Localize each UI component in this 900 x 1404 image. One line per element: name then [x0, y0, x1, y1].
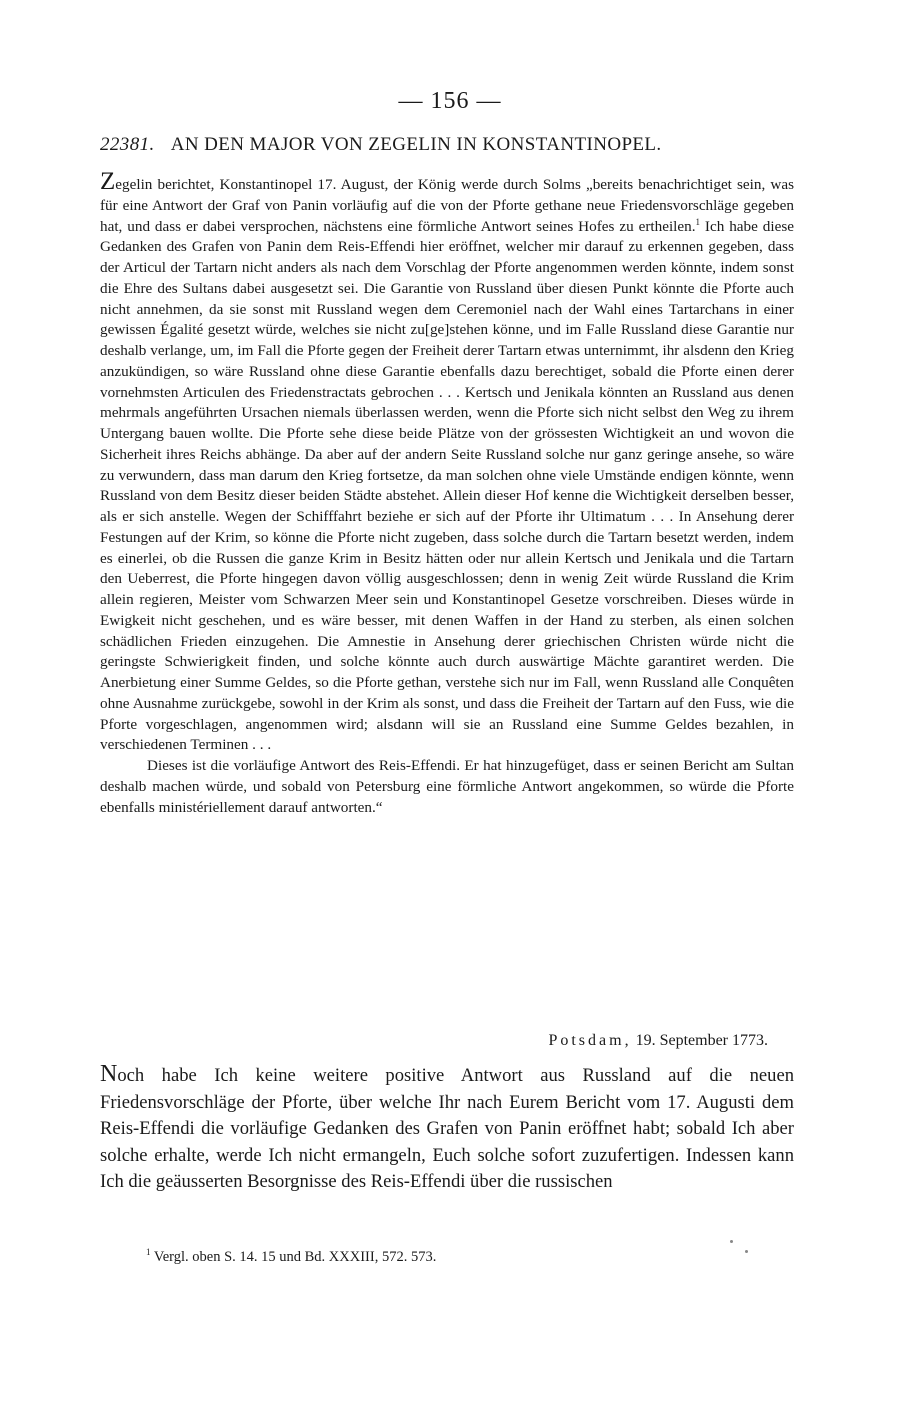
dateline-date: 19. September 1773. — [635, 1032, 768, 1049]
document-number: 22381. — [100, 134, 155, 155]
footnote-text: Vergl. oben S. 14. 15 und Bd. XXXIII, 572. 573. — [150, 1249, 437, 1265]
report-text-1: egelin berichtet, Konstantinopel 17. August, der König werde durch Solms „bereits benachrichtiget sein, was für eine Antwort der Graf von Panin vorläufig auf die von der Pforte gethane neue Friedensvorschläge gegeben hat, und dass er dabei versprochen, nächstens eine förmliche Antwort seines Hofes zu ertheilen. — [100, 176, 794, 235]
footnote-marker: 1 — [146, 1247, 151, 1258]
document-heading — [100, 134, 800, 156]
report-summary — [100, 168, 794, 818]
paper-speck — [745, 1250, 748, 1253]
report-text-1b: Ich habe diese Gedanken des Grafen von Panin dem Reis-Effendi hier eröffnet, welcher mir darauf zu erkennen gegeben, dass der Articul der Tartarn nicht anders als nach dem Vorschlag der Pforte angenommen werden könnte, indem sonst die Ehre des Sultans dabei ausgesetzt sei. Die Garantie von Russland über diesen Punkt könnte die Pforte auch nicht annehmen, da sie sonst mit Russland wegen dem Ceremoniel nach der Wahl eines Tartarchans in einer gewissen Égalité gesetzt würde, welches sie nicht zu[ge]stehen könne, und im Falle Russland diese Garantie nur deshalb verlange, um, im Fall die Pforte gegen der Freiheit derer Tartarn etwas unternimmt, ihr alsdenn den Krieg anzukündigen, so wäre Russland ohne diese Garantie ebenfalls dazu berechtiget, sobald die Pforte einen derer vornehmsten Articulen des Friedenstractats gebrochen . . . Kertsch und Jenikala könnten an Russland aus denen mehrmals angeführten Ursachen niemals überlassen werden, wenn die Pforte sich nicht selbst den Weg zu ihrem Untergang bauen wollte. Die Pforte sehe diese beide Plätze von der grössesten Wichtigkeit an und wovon die Sicherheit ihres Reichs abhänge. Da aber auf der andern Seite Russland solche nur ganz geringe ansehe, so wäre zu verwundern, dass man darum den Krieg fortsetze, da man solchen ohne viele Umstände endigen könnte, wenn Russland von dem Besitz dieser beiden Städte abstehet. Allein dieser Hof kenne die Wichtigkeit derselben besser, als er sich anstelle. Wegen der Schifffahrt beziehe er sich auf der Pforte ihr Ultimatum . . . In Ansehung derer Festungen auf der Krim, so könne die Pforte nicht zugeben, dass solche durch die Tartarn besetzt werden, indem es einerlei, ob die Russen die ganze Krim in Besitz hätten oder nur allein Kertsch und Jenikala und die Tartarn den Ueberrest, die Pforte hingegen davon völlig ausgeschlossen; denn in wenig Zeit würde Russland die Krim allein regieren, Meister vom Schwarzen Meer sein und Konstantinopel Gesetze vorschreiben. Dieses würde in Ewigkeit nicht geschehen, und es wäre besser, mit denen Waffen in der Hand zu sterben, als einen solchen schädlichen Frieden einzugehen. Die Amnestie in Ansehung derer griechischen Christen würde nicht die geringste Schwierigkeit finden, und solche könnte auch durch auswärtige Mächte garantiret werden. Die Anerbietung einer Summe Geldes, so die Pforte gethan, verstehe sich nur im Fall, wenn Russland alle Conquêten ohne Ausnahme zurückgebe, sowohl in der Krim als sonst, und dass die Freiheit der Tartarn auf den Fuss, wie die Pforte vorgeschlagen, angenommen wird; alsdann will sie an Russland eine Summe Geldes bezahlen, in verschiedenen Terminen . . . — [100, 217, 794, 754]
footnote — [146, 1247, 746, 1267]
letter-text: och habe Ich keine weitere positive Antwort aus Russland auf die neuen Friedensvorschläge der Pforte, über welche Ihr nach Eurem Bericht vom 17. Augusti dem Reis-Effendi die vorläufige Gedanken des Grafen von Panin eröffnet habt; sobald Ich aber solche erhalte, werde Ich nicht ermangeln, Euch solche sofort zuzufertigen. Indessen kann Ich die geäusserten Besorgnisse des Reis-Effendi über die russischen — [100, 1065, 794, 1192]
footnote-reference: 1 — [695, 216, 701, 227]
report-dropcap: Z — [100, 168, 116, 195]
page-number: — 156 — — [398, 88, 502, 114]
dateline-place: Potsdam, — [548, 1032, 632, 1049]
dateline — [100, 1030, 768, 1052]
letter-dropcap: N — [100, 1061, 118, 1087]
paper-speck — [730, 1240, 733, 1243]
report-paragraph-1 — [100, 168, 794, 756]
letter-body — [100, 1061, 794, 1196]
report-paragraph-2: Dieses ist die vorläufige Antwort des Reis-Effendi. Er hat hinzugefüget, dass er seinen Bericht am Sultan deshalb machen würde, und sobald von Petersburg eine förmliche Antwort angekommen, so würde die Pforte ebenfalls ministériellement darauf antworten.“ — [100, 757, 794, 816]
document-title: AN DEN MAJOR VON ZEGELIN IN KONSTANTINOPEL. — [170, 134, 662, 155]
